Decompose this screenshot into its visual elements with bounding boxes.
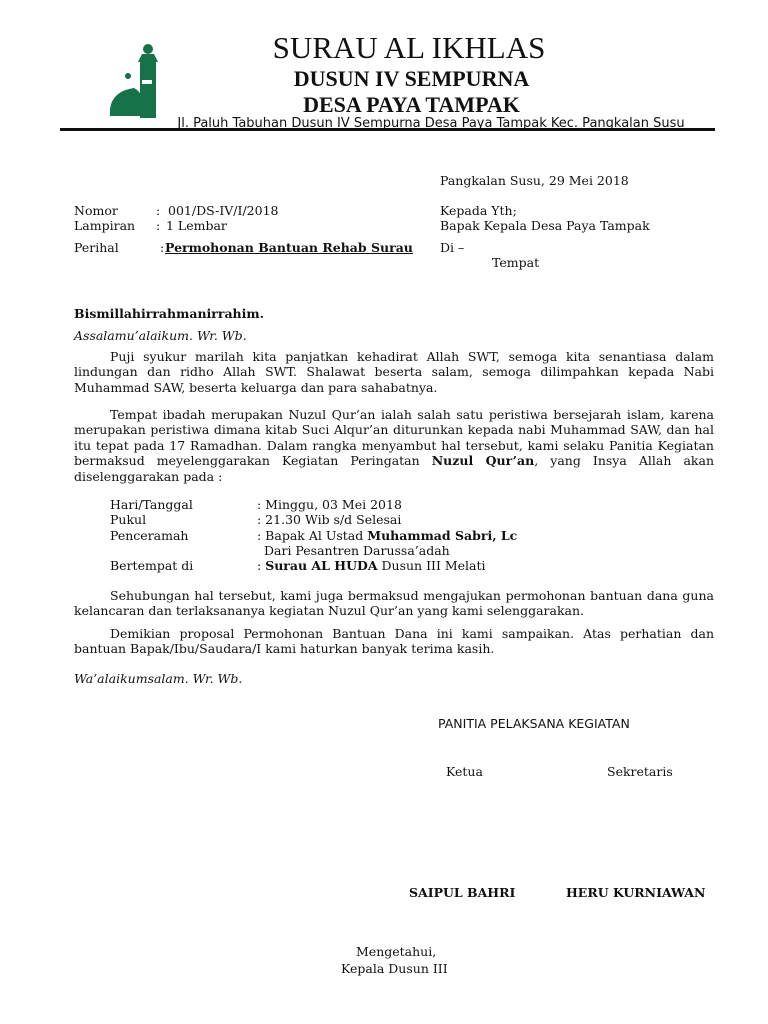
nomor-label: Nomor: [74, 203, 118, 218]
penceramah-prefix: : Bapak Al Ustad: [257, 528, 368, 543]
paragraph-2-text-a: Tempat ibadah merupakan Nuzul Qur’an ialah salah satu peristiwa bersejarah islam, karena merupakan peristiwa dimana kitab Suci Alqur’an diturunkan kepada nabi Muhammad SAW, dan hal itu tepat pada 17 Ramadhan. Dalam rangka menyambut hal tersebut, kami selaku Panitia Kegiatan bermaksud meyelenggarakan Kegiatan Peringatan: [74, 407, 714, 469]
hari-value: : Minggu, 03 Mei 2018: [257, 497, 402, 512]
header-address: Jl. Paluh Tabuhan Dusun IV Sempurna Desa Paya Tampak Kec. Pangkalan Susu: [177, 116, 685, 131]
penceramah-name: Muhammad Sabri, Lc: [367, 528, 518, 543]
perihal-sep: :: [160, 240, 165, 255]
penceramah-label: Penceramah: [110, 528, 189, 543]
penceramah-origin: Dari Pesantren Darussa’adah: [264, 543, 450, 558]
paragraph-3: Sehubungan hal tersebut, kami juga bermaksud mengajukan permohonan bantuan dana guna kelancaran dan terlaksananya kegiatan Nuzul Qur’an yang kami selenggarakan.: [74, 588, 714, 619]
paragraph-2-bold: Nuzul Qur’an: [431, 453, 535, 469]
nomor-value: 001/DS-IV/I/2018: [168, 203, 279, 218]
pukul-value: : 21.30 Wib s/d Selesai: [257, 512, 402, 527]
tempat-value: [257, 558, 486, 573]
recipient-name: Bapak Kepala Desa Paya Tampak: [440, 218, 650, 233]
opening-salam: Assalamu’alaikum. Wr. Wb.: [74, 328, 247, 343]
pukul-label: Pukul: [110, 512, 147, 527]
penceramah-value: [257, 528, 517, 543]
mengetahui-label: Mengetahui,: [356, 944, 437, 959]
header-subtitle-dusun: DUSUN IV SEMPURNA: [293, 66, 530, 91]
closing-salam: Wa’alaikumsalam. Wr. Wb.: [74, 671, 243, 686]
header-divider: [60, 128, 715, 131]
paragraph-1: Puji syukur marilah kita panjatkan kehadirat Allah SWT, semoga kita senantiasa dalam lindungan dan ridho Allah SWT. Shalawat beserta salam, semoga dilimpahkan kepada Nabi Muhammad SAW, beserta keluarga dan para sahabatnya.: [74, 349, 714, 395]
lampiran-sep: :: [156, 218, 161, 233]
perihal-label: Perihal: [74, 240, 119, 255]
perihal-value: Permohonan Bantuan Rehab Surau: [165, 240, 413, 255]
sekretaris-title: Sekretaris: [607, 764, 673, 779]
hari-label: Hari/Tanggal: [110, 497, 193, 512]
tempat-prefix: :: [257, 558, 266, 573]
sekretaris-name: HERU KURNIAWAN: [566, 885, 706, 900]
header-title: SURAU AL IKHLAS: [272, 30, 546, 65]
lampiran-label: Lampiran: [74, 218, 136, 233]
paragraph-2: [74, 407, 714, 484]
nomor-sep: :: [156, 203, 161, 218]
header-subtitle-desa: DESA PAYA TAMPAK: [303, 92, 520, 117]
paragraph-4: Demikian proposal Permohonan Bantuan Dana ini kami sampaikan. Atas perhatian dan bantuan Bapak/Ibu/Saudara/I kami haturkan banyak terima kasih.: [74, 626, 714, 657]
lampiran-value: 1 Lembar: [166, 218, 227, 233]
recipient-di: Di –: [440, 240, 465, 255]
committee-title: PANITIA PELAKSANA KEGIATAN: [438, 716, 630, 731]
recipient-greeting: Kepada Yth;: [440, 203, 517, 218]
kadus-title: Kepala Dusun III: [341, 961, 448, 976]
ketua-name: SAIPUL BAHRI: [409, 885, 516, 900]
ketua-title: Ketua: [446, 764, 483, 779]
paragraph-2-text-b: , yang Insya Allah akan diselenggarakan pada :: [74, 453, 714, 484]
recipient-tempat: Tempat: [492, 255, 540, 270]
tempat-bold: Surau AL HUDA: [265, 558, 378, 573]
tempat-rest: Dusun III Melati: [377, 558, 486, 573]
letter-date: Pangkalan Susu, 29 Mei 2018: [440, 173, 629, 188]
tempat-label: Bertempat di: [110, 558, 194, 573]
bismillah: Bismillahirrahmanirrahim.: [74, 306, 264, 321]
